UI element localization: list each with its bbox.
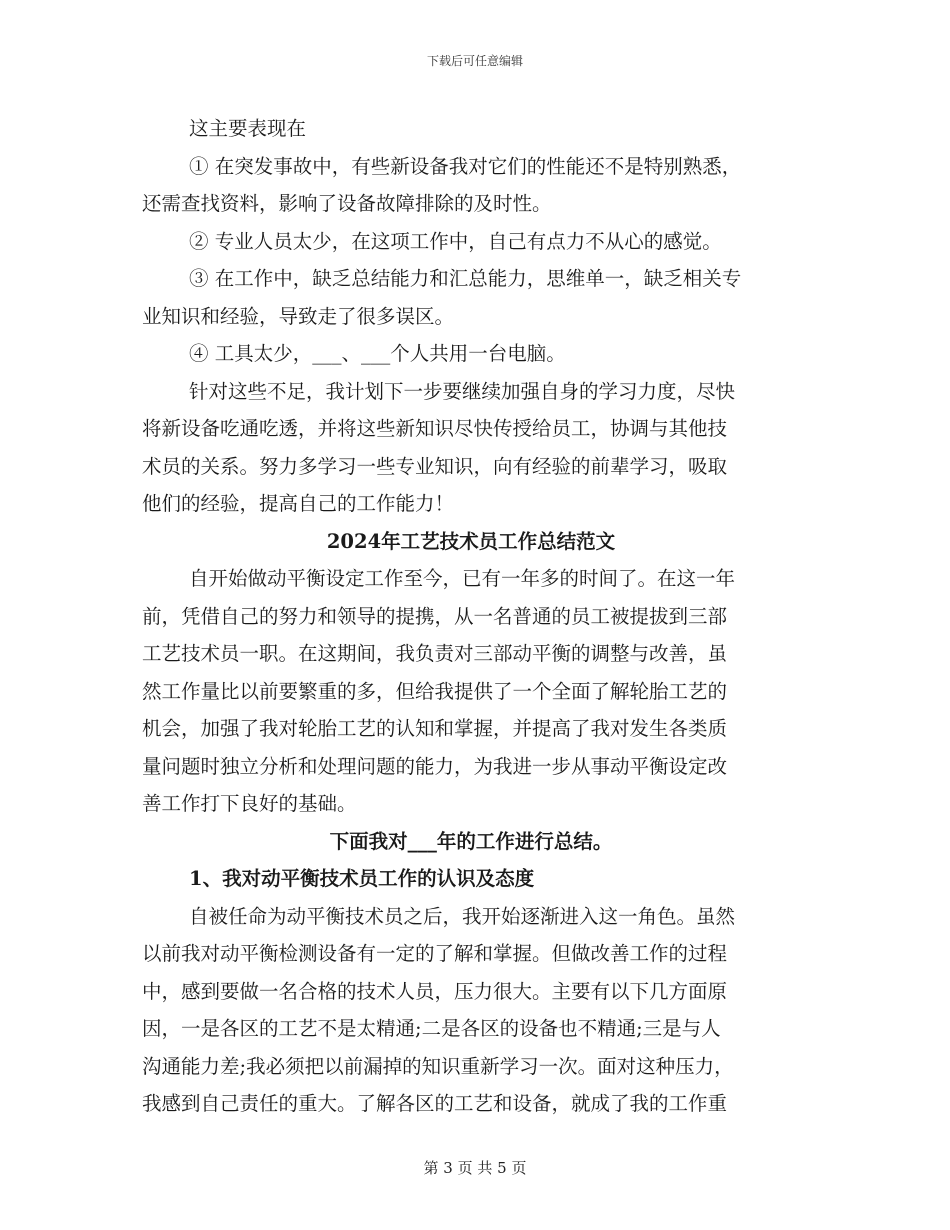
section-heading: 下面我对___年的工作进行总结。	[329, 829, 613, 853]
subsection-heading: 1、我对动平衡技术员工作的认识及态度	[189, 867, 535, 890]
text-line: ④ 工具太少，___、___个人共用一台电脑。	[189, 342, 566, 365]
text-line: 他们的经验，提高自己的工作能力！	[142, 492, 455, 515]
text-line: 业知识和经验，导致走了很多误区。	[142, 304, 455, 328]
text-line: 自开始做动平衡设定工作至今，已有一年多的时间了。在这一年	[189, 567, 736, 590]
text-line: 量问题时独立分析和处理问题的能力，为我进一步从事动平衡设定改	[142, 754, 728, 778]
page-footer: 第 3 页 共 5 页	[423, 1159, 527, 1177]
text-line: 机会，加强了我对轮胎工艺的认知和掌握，并提高了我对发生各类质	[142, 717, 728, 740]
text-line: 然工作量比以前要繁重的多，但给我提供了一个全面了解轮胎工艺的	[142, 679, 728, 703]
text-line: 以前我对动平衡检测设备有一定的了解和掌握。但做改善工作的过程	[142, 942, 728, 965]
text-line: 中，感到要做一名合格的技术人员，压力很大。主要有以下几方面原	[142, 979, 728, 1003]
text-line: 还需查找资料，影响了设备故障排除的及时性。	[142, 192, 552, 215]
text-line: ③ 在工作中，缺乏总结能力和汇总能力，思维单一，缺乏相关专	[189, 267, 742, 290]
text-line: 将新设备吃通吃透，并将这些新知识尽快传授给员工，协调与其他技	[142, 417, 728, 440]
document-body	[142, 110, 800, 1123]
text-line: 因，一是各区的工艺不是太精通;二是各区的设备也不精通;三是与人	[142, 1017, 721, 1040]
text-line: 这主要表现在	[189, 117, 307, 140]
text-line: 工艺技术员一职。在这期间，我负责对三部动平衡的调整与改善，虽	[142, 642, 728, 665]
text-line: 自被任命为动平衡技术员之后，我开始逐渐进入这一角色。虽然	[189, 904, 736, 928]
text-line: 针对这些不足，我计划下一步要继续加强自身的学习力度，尽快	[189, 379, 736, 403]
text-line: ② 专业人员太少，在这项工作中，自己有点力不从心的感觉。	[189, 229, 722, 253]
text-line: 我感到自己责任的重大。了解各区的工艺和设备，就成了我的工作重	[142, 1092, 728, 1115]
text-line: 前，凭借自己的努力和领导的提携，从一名普通的员工被提拔到三部	[142, 604, 728, 628]
section-heading: 2024年工艺技术员工作总结范文	[326, 529, 616, 553]
page-header: 下载后可任意编辑	[426, 54, 523, 68]
text-line: 沟通能力差;我必须把以前漏掉的知识重新学习一次。面对这种压力，	[142, 1054, 734, 1078]
text-line: 术员的关系。努力多学习一些专业知识，向有经验的前辈学习，吸取	[142, 454, 728, 478]
text-line: 善工作打下良好的基础。	[142, 792, 357, 815]
text-line: ① 在突发事故中，有些新设备我对它们的性能还不是特别熟悉，	[189, 154, 742, 178]
